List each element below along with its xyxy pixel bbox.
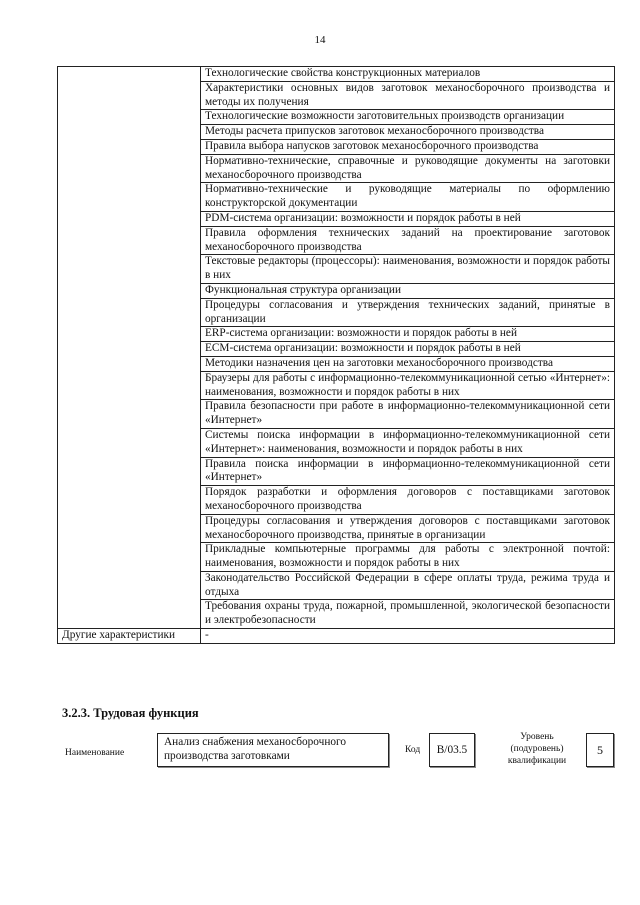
name-label: Наименование xyxy=(65,748,125,758)
requirement-cell: Методики назначения цен на заготовки механосборочного производства xyxy=(201,356,615,371)
requirement-cell: Правила поиска информации в информационно-телекоммуникационной сети «Интернет» xyxy=(201,457,615,486)
requirement-cell: Требования охраны труда, пожарной, промышленной, экологической безопасности и электробезопасности xyxy=(201,600,615,629)
requirement-cell: Прикладные компьютерные программы для работы с электронной почтой: наименования, возможности и порядок работы в них xyxy=(201,543,615,572)
row-header-cell xyxy=(58,67,201,629)
other-characteristics-value: - xyxy=(201,629,615,644)
table-row xyxy=(58,629,615,644)
requirement-cell: Правила выбора напусков заготовок механосборочного производства xyxy=(201,139,615,154)
code-value: B/03.5 xyxy=(436,744,468,756)
requirement-cell: Нормативно-технические, справочные и руководящие документы на заготовки механосборочного производства xyxy=(201,154,615,183)
level-value: 5 xyxy=(597,743,603,757)
level-label: Уровень (подуровень) квалификации xyxy=(507,732,567,766)
requirement-cell: Системы поиска информации в информационно-телекоммуникационной сети «Интернет»: наименования, возможности и порядок работы в них xyxy=(201,428,615,457)
requirement-cell: Порядок разработки и оформления договоров с поставщиками заготовок механосборочного производства xyxy=(201,486,615,515)
requirement-cell: Методы расчета припусков заготовок механосборочного производства xyxy=(201,125,615,140)
requirement-cell: Правила безопасности при работе в информационно-телекоммуникационной сети «Интернет» xyxy=(201,400,615,429)
requirement-cell: Текстовые редакторы (процессоры): наименования, возможности и порядок работы в них xyxy=(201,255,615,284)
code-value-box xyxy=(429,733,475,767)
requirement-cell: Законодательство Российской Федерации в сфере оплаты труда, режима труда и отдыха xyxy=(201,571,615,600)
requirement-cell: Функциональная структура организации xyxy=(201,283,615,298)
requirement-cell: Процедуры согласования и утверждения технических заданий, принятые в организации xyxy=(201,298,615,327)
other-characteristics-label: Другие характеристики xyxy=(58,629,201,644)
name-value: Анализ снабжения механосборочного производства заготовками xyxy=(164,736,347,762)
requirement-cell: PDM-система организации: возможности и порядок работы в ней xyxy=(201,211,615,226)
requirements-table xyxy=(57,66,615,644)
requirement-cell: Технологические возможности заготовительных производств организации xyxy=(201,110,615,125)
section-heading: 3.2.3. Трудовая функция xyxy=(62,706,199,720)
requirement-cell: Нормативно-технические и руководящие материалы по оформлению конструкторской документации xyxy=(201,183,615,212)
page-number: 14 xyxy=(314,34,326,46)
requirement-cell: Характеристики основных видов заготовок механосборочного производства и методы их получения xyxy=(201,81,615,110)
requirement-cell: Правила оформления технических заданий на проектирование заготовок механосборочного производства xyxy=(201,226,615,255)
level-value-box xyxy=(586,733,614,767)
name-value-box xyxy=(157,733,389,767)
requirement-cell: Процедуры согласования и утверждения договоров с поставщиками заготовок механосборочного производства, принятые в организации xyxy=(201,514,615,543)
requirement-cell: ECM-система организации: возможности и порядок работы в ней xyxy=(201,342,615,357)
requirement-cell: Технологические свойства конструкционных материалов xyxy=(201,67,615,82)
labor-function-row xyxy=(57,730,617,780)
requirement-cell: ERP-система организации: возможности и порядок работы в ней xyxy=(201,327,615,342)
requirement-cell: Браузеры для работы с информационно-телекоммуникационной сетью «Интернет»: наименования, возможности и порядок работы в них xyxy=(201,371,615,400)
code-label: Код xyxy=(405,745,421,755)
table-row xyxy=(58,67,615,82)
